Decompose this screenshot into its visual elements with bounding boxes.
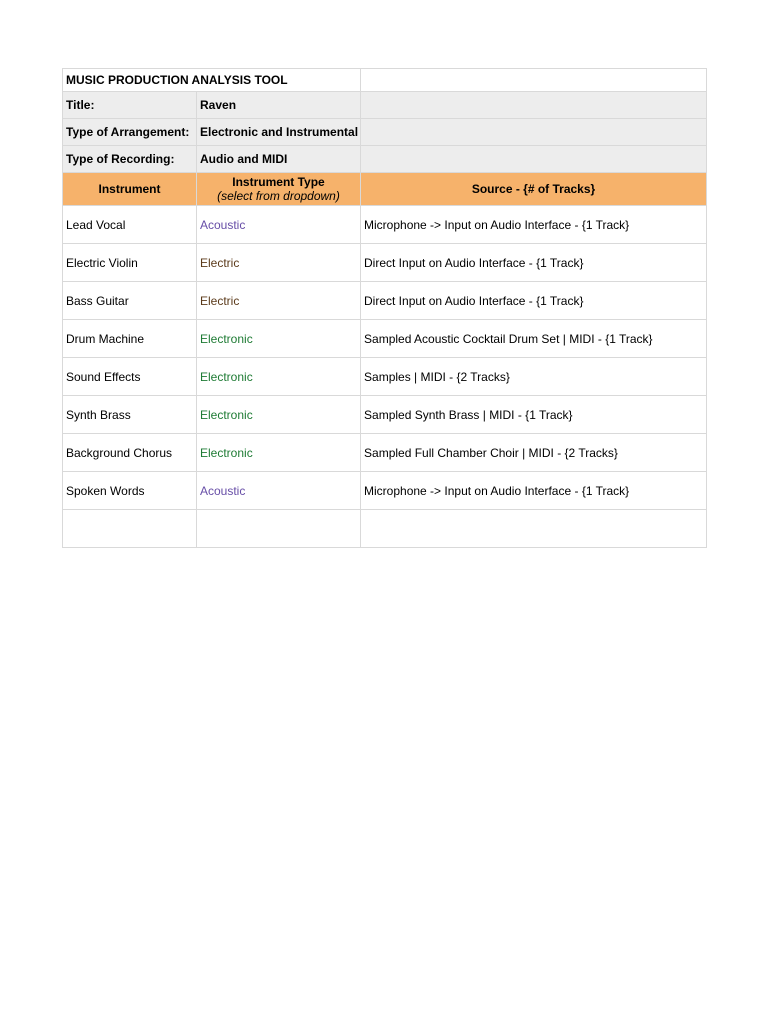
source-cell[interactable]: Sampled Acoustic Cocktail Drum Set | MIDI - {1 Track} (361, 320, 707, 358)
source-cell[interactable]: Direct Input on Audio Interface - {1 Track} (361, 282, 707, 320)
source-cell[interactable]: Microphone -> Input on Audio Interface - {1 Track} (361, 206, 707, 244)
instrument-cell[interactable]: Electric Violin (63, 244, 197, 282)
empty-cell[interactable] (63, 510, 197, 548)
meta-value[interactable]: Electronic and Instrumental (197, 119, 361, 146)
instrument-type-cell[interactable]: Acoustic (197, 472, 361, 510)
table-row (63, 472, 707, 510)
empty-cell[interactable] (197, 510, 361, 548)
source-cell[interactable]: Sampled Synth Brass | MIDI - {1 Track} (361, 396, 707, 434)
header-instrument-type[interactable] (197, 173, 361, 206)
header-source[interactable]: Source - {# of Tracks} (361, 173, 707, 206)
source-cell[interactable]: Sampled Full Chamber Choir | MIDI - {2 Tracks} (361, 434, 707, 472)
meta-row-recording (63, 146, 707, 173)
meta-row-arrangement (63, 119, 707, 146)
instrument-cell[interactable]: Synth Brass (63, 396, 197, 434)
sheet-title[interactable]: MUSIC PRODUCTION ANALYSIS TOOL (63, 69, 361, 92)
empty-row (63, 510, 707, 548)
instrument-type-cell[interactable]: Electronic (197, 358, 361, 396)
meta-value[interactable]: Raven (197, 92, 361, 119)
instrument-cell[interactable]: Spoken Words (63, 472, 197, 510)
empty-cell[interactable] (361, 119, 707, 146)
instrument-type-cell[interactable]: Electronic (197, 320, 361, 358)
table-row (63, 434, 707, 472)
empty-cell[interactable] (361, 510, 707, 548)
instrument-cell[interactable]: Sound Effects (63, 358, 197, 396)
meta-label[interactable]: Title: (63, 92, 197, 119)
data-rows (63, 206, 707, 548)
instrument-cell[interactable]: Bass Guitar (63, 282, 197, 320)
table-row (63, 282, 707, 320)
instrument-cell[interactable]: Drum Machine (63, 320, 197, 358)
table-row (63, 358, 707, 396)
table-row (63, 396, 707, 434)
meta-label[interactable]: Type of Arrangement: (63, 119, 197, 146)
header-instrument[interactable]: Instrument (63, 173, 197, 206)
table-row (63, 206, 707, 244)
meta-label[interactable]: Type of Recording: (63, 146, 197, 173)
meta-row-title (63, 92, 707, 119)
instrument-type-cell[interactable]: Electric (197, 244, 361, 282)
meta-value[interactable]: Audio and MIDI (197, 146, 361, 173)
header-type-note: (select from dropdown) (217, 189, 340, 203)
analysis-sheet (62, 68, 707, 548)
instrument-type-cell[interactable]: Acoustic (197, 206, 361, 244)
source-cell[interactable]: Direct Input on Audio Interface - {1 Track} (361, 244, 707, 282)
header-type-label: Instrument Type (232, 175, 325, 189)
instrument-cell[interactable]: Background Chorus (63, 434, 197, 472)
empty-cell[interactable] (361, 92, 707, 119)
table-row (63, 320, 707, 358)
column-header-row (63, 173, 707, 206)
instrument-type-cell[interactable]: Electronic (197, 396, 361, 434)
source-cell[interactable]: Microphone -> Input on Audio Interface - {1 Track} (361, 472, 707, 510)
instrument-type-cell[interactable]: Electronic (197, 434, 361, 472)
empty-cell[interactable] (361, 69, 707, 92)
instrument-cell[interactable]: Lead Vocal (63, 206, 197, 244)
source-cell[interactable]: Samples | MIDI - {2 Tracks} (361, 358, 707, 396)
table-row (63, 244, 707, 282)
title-row (63, 69, 707, 92)
instrument-type-cell[interactable]: Electric (197, 282, 361, 320)
empty-cell[interactable] (361, 146, 707, 173)
